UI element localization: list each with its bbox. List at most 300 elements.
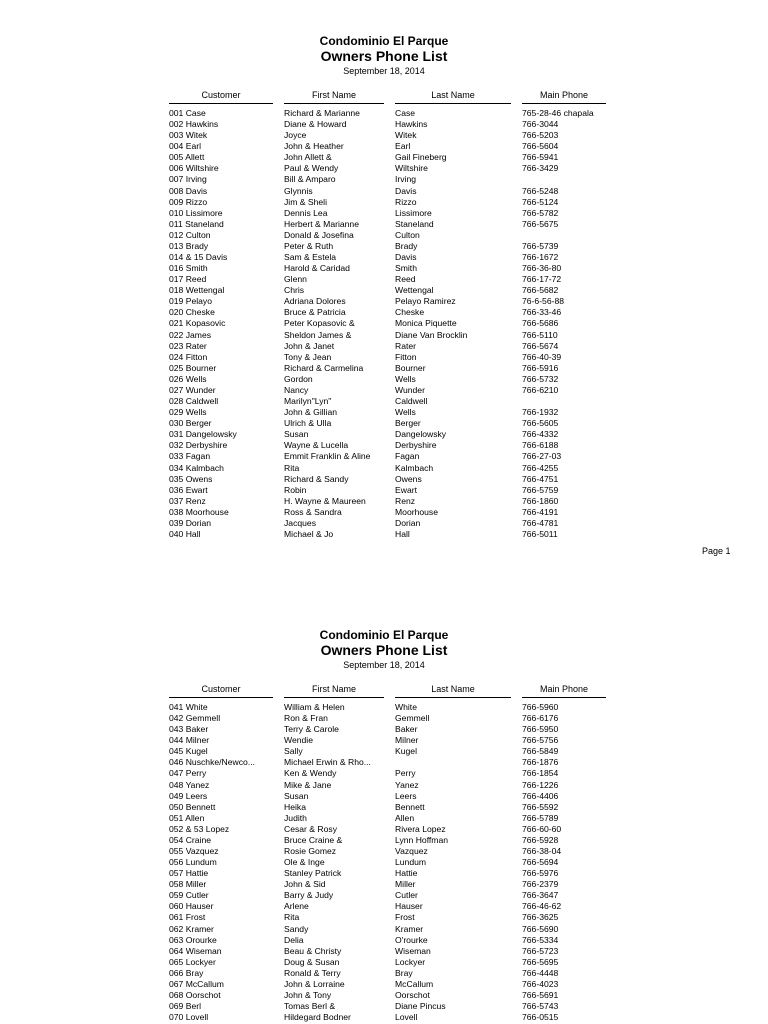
cell-last-name: Smith xyxy=(395,263,417,274)
cell-first-name: Sally xyxy=(284,746,303,757)
cell-last-name: Berger xyxy=(395,418,421,429)
cell-customer: 043 Baker xyxy=(169,724,209,735)
cell-first-name: Jim & Sheli xyxy=(284,196,327,207)
report-title: Owners Phone List xyxy=(320,642,448,658)
header-divider xyxy=(395,103,511,104)
cell-customer: 017 Reed xyxy=(169,274,207,285)
table-row xyxy=(0,1001,768,1012)
cell-first-name: William & Helen xyxy=(284,702,345,712)
cell-main-phone: 766-5976 xyxy=(522,868,559,879)
cell-last-name: Rivera Lopez xyxy=(395,823,446,834)
cell-customer: 024 Fitton xyxy=(169,351,208,362)
cell-main-phone: 766-40-39 xyxy=(522,351,562,362)
cell-main-phone: 766-3044 xyxy=(522,119,559,130)
table-row xyxy=(0,130,768,141)
cell-main-phone: 766-5916 xyxy=(522,362,559,373)
table-row xyxy=(0,141,768,152)
cell-main-phone: 766-5011 xyxy=(522,528,558,539)
cell-first-name: Peter & Ruth xyxy=(284,240,334,251)
cell-last-name: Perry xyxy=(395,768,416,779)
cell-customer: 069 Berl xyxy=(169,1001,202,1012)
table-row xyxy=(0,219,768,230)
cell-last-name: Baker xyxy=(395,724,418,735)
cell-first-name: Diane & Howard xyxy=(284,119,347,130)
cell-last-name: Culton xyxy=(395,229,420,240)
cell-main-phone: 766-5690 xyxy=(522,923,559,934)
cell-first-name: Joyce xyxy=(284,130,307,141)
cell-customer: 036 Ewart xyxy=(169,484,208,495)
cell-main-phone: 766-1854 xyxy=(522,768,559,779)
table-row xyxy=(0,990,768,1001)
cell-first-name: John & Gillian xyxy=(284,407,338,418)
cell-customer: 022 James xyxy=(169,329,212,340)
table-row xyxy=(0,330,768,341)
cell-main-phone: 766-5604 xyxy=(522,141,559,152)
table-row xyxy=(0,208,768,219)
cell-main-phone: 766-5691 xyxy=(522,990,559,1001)
table-row xyxy=(0,296,768,307)
table-row xyxy=(0,363,768,374)
cell-customer: 028 Caldwell xyxy=(169,396,219,407)
cell-first-name: Rita xyxy=(284,462,300,473)
table-row xyxy=(0,407,768,418)
table-row xyxy=(0,518,768,529)
cell-main-phone: 76-6-56-88 xyxy=(522,296,565,307)
cell-last-name: Wells xyxy=(395,407,416,418)
col-header-last-name: Last Name xyxy=(431,90,475,100)
cell-main-phone: 766-2379 xyxy=(522,879,559,890)
cell-customer: 003 Witek xyxy=(169,130,208,141)
cell-first-name: Paul & Wendy xyxy=(284,163,339,174)
cell-main-phone: 766-5334 xyxy=(522,934,559,945)
cell-main-phone: 766-60-60 xyxy=(522,823,562,834)
owners-table-body xyxy=(0,702,768,1023)
cell-first-name: Sam & Estela xyxy=(284,252,337,263)
cell-main-phone: 766-4191 xyxy=(522,506,559,517)
table-row xyxy=(0,451,768,462)
cell-customer: 035 Owens xyxy=(169,473,213,484)
cell-first-name: Peter Kopasovic & xyxy=(284,318,355,329)
table-row xyxy=(0,108,768,119)
cell-first-name: Dennis Lea xyxy=(284,207,328,218)
table-row xyxy=(0,780,768,791)
table-row xyxy=(0,186,768,197)
cell-customer: 005 Allett xyxy=(169,152,205,163)
cell-customer: 041 White xyxy=(169,702,208,712)
cell-first-name: Susan xyxy=(284,790,309,801)
cell-last-name: Vazquez xyxy=(395,846,428,857)
cell-customer: 008 Davis xyxy=(169,185,208,196)
cell-main-phone: 766-5759 xyxy=(522,484,559,495)
cell-first-name: John & Janet xyxy=(284,340,335,351)
cell-first-name: Marilyn"Lyn" xyxy=(284,396,332,407)
cell-customer: 063 Orourke xyxy=(169,934,217,945)
table-row xyxy=(0,724,768,735)
table-row xyxy=(0,979,768,990)
header-divider xyxy=(284,697,384,698)
cell-first-name: Glynnis xyxy=(284,185,313,196)
cell-last-name: Dangelowsky xyxy=(395,429,447,440)
cell-customer: 006 Wiltshire xyxy=(169,163,219,174)
cell-last-name: Kramer xyxy=(395,923,424,934)
table-row xyxy=(0,396,768,407)
cell-customer: 048 Yanez xyxy=(169,779,210,790)
cell-customer: 052 & 53 Lopez xyxy=(169,823,230,834)
cell-customer: 016 Smith xyxy=(169,263,208,274)
cell-main-phone: 766-5682 xyxy=(522,285,559,296)
cell-customer: 070 Lovell xyxy=(169,1012,209,1023)
cell-customer: 064 Wiseman xyxy=(169,945,222,956)
cell-first-name: Wayne & Lucella xyxy=(284,440,349,451)
cell-first-name: Adriana Dolores xyxy=(284,296,346,307)
table-row xyxy=(0,429,768,440)
cell-last-name: Reed xyxy=(395,274,416,285)
cell-last-name: Case xyxy=(395,108,416,118)
cell-customer: 068 Oorschot xyxy=(169,990,221,1001)
cell-last-name: Wiltshire xyxy=(395,163,428,174)
cell-customer: 031 Dangelowsky xyxy=(169,429,237,440)
cell-last-name: Lissimore xyxy=(395,207,432,218)
cell-customer: 061 Frost xyxy=(169,912,206,923)
table-row xyxy=(0,957,768,968)
table-row xyxy=(0,901,768,912)
cell-customer: 007 Irving xyxy=(169,174,207,185)
cell-customer: 058 Miller xyxy=(169,879,207,890)
cell-last-name: Lovell xyxy=(395,1012,418,1023)
cell-last-name: Monica Piquette xyxy=(395,318,457,329)
cell-first-name: H. Wayne & Maureen xyxy=(284,495,366,506)
table-row xyxy=(0,824,768,835)
cell-first-name: Gordon xyxy=(284,373,313,384)
cell-main-phone: 766-5592 xyxy=(522,801,559,812)
cell-main-phone: 766-5941 xyxy=(522,152,559,163)
cell-main-phone: 766-33-46 xyxy=(522,307,562,318)
cell-main-phone: 766-1860 xyxy=(522,495,559,506)
cell-main-phone: 766-17-72 xyxy=(522,274,562,285)
cell-customer: 040 Hall xyxy=(169,528,201,539)
cell-last-name: Cutler xyxy=(395,890,418,901)
cell-first-name: Beau & Christy xyxy=(284,945,342,956)
cell-main-phone: 766-5694 xyxy=(522,857,559,868)
page-number: Page 1 xyxy=(702,546,731,556)
cell-customer: 039 Dorian xyxy=(169,517,212,528)
cell-customer: 049 Leers xyxy=(169,790,208,801)
cell-main-phone: 766-5248 xyxy=(522,185,559,196)
cell-last-name: Rizzo xyxy=(395,196,417,207)
cell-first-name: Terry & Carole xyxy=(284,724,339,735)
cell-last-name: Wells xyxy=(395,373,416,384)
table-row xyxy=(0,835,768,846)
cell-customer: 066 Bray xyxy=(169,967,204,978)
cell-customer: 054 Craine xyxy=(169,834,212,845)
header-divider xyxy=(284,103,384,104)
cell-last-name: Moorhouse xyxy=(395,506,438,517)
cell-customer: 057 Hattie xyxy=(169,868,209,879)
cell-customer: 019 Pelayo xyxy=(169,296,213,307)
cell-first-name: Bill & Amparo xyxy=(284,174,336,185)
table-row xyxy=(0,163,768,174)
table-row xyxy=(0,341,768,352)
cell-customer: 001 Case xyxy=(169,108,206,118)
cell-main-phone: 766-5739 xyxy=(522,240,559,251)
table-row xyxy=(0,285,768,296)
cell-main-phone: 766-5695 xyxy=(522,956,559,967)
table-row xyxy=(0,152,768,163)
cell-first-name: Emmit Franklin & Aline xyxy=(284,451,371,462)
cell-last-name: Earl xyxy=(395,141,411,152)
table-row xyxy=(0,879,768,890)
cell-last-name: Rater xyxy=(395,340,417,351)
cell-main-phone: 766-1672 xyxy=(522,252,559,263)
cell-customer: 004 Earl xyxy=(169,141,202,152)
cell-first-name: Herbert & Marianne xyxy=(284,218,359,229)
cell-main-phone: 766-4332 xyxy=(522,429,559,440)
table-row xyxy=(0,440,768,451)
table-row xyxy=(0,263,768,274)
cell-first-name: Robin xyxy=(284,484,307,495)
cell-first-name: Susan xyxy=(284,429,309,440)
cell-first-name: Glenn xyxy=(284,274,307,285)
cell-main-phone: 766-5686 xyxy=(522,318,559,329)
cell-main-phone: 766-5723 xyxy=(522,945,559,956)
cell-last-name: Kalmbach xyxy=(395,462,434,473)
cell-first-name: Sheldon James & xyxy=(284,329,352,340)
cell-first-name: Wendie xyxy=(284,735,313,746)
cell-first-name: Chris xyxy=(284,285,305,296)
cell-last-name: Milner xyxy=(395,735,419,746)
cell-last-name: Irving xyxy=(395,174,417,185)
cell-main-phone: 766-0515 xyxy=(522,1012,559,1023)
cell-first-name: Michael & Jo xyxy=(284,528,334,539)
table-row xyxy=(0,935,768,946)
cell-first-name: Ross & Sandra xyxy=(284,506,342,517)
cell-main-phone: 766-5928 xyxy=(522,834,559,845)
report-date: September 18, 2014 xyxy=(343,660,425,670)
cell-main-phone: 766-5203 xyxy=(522,130,559,141)
table-row xyxy=(0,924,768,935)
cell-main-phone: 766-1226 xyxy=(522,779,559,790)
header-divider xyxy=(395,697,511,698)
cell-last-name: Hall xyxy=(395,528,410,539)
cell-customer: 002 Hawkins xyxy=(169,119,219,130)
cell-first-name: Hildegard Bodner xyxy=(284,1012,351,1023)
table-row xyxy=(0,197,768,208)
table-row xyxy=(0,890,768,901)
cell-first-name: Ulrich & Ulla xyxy=(284,418,332,429)
cell-customer: 042 Gemmell xyxy=(169,713,221,724)
cell-last-name: Kugel xyxy=(395,746,417,757)
cell-main-phone: 766-5960 xyxy=(522,702,559,712)
cell-last-name: Ewart xyxy=(395,484,417,495)
report-org-title: Condominio El Parque xyxy=(319,628,449,642)
cell-last-name: Frost xyxy=(395,912,415,923)
cell-last-name: Fagan xyxy=(395,451,420,462)
table-row xyxy=(0,174,768,185)
cell-last-name: Lundum xyxy=(395,857,427,868)
cell-last-name: Bourner xyxy=(395,362,426,373)
cell-customer: 030 Berger xyxy=(169,418,212,429)
cell-main-phone: 766-36-80 xyxy=(522,263,562,274)
cell-customer: 067 McCallum xyxy=(169,978,224,989)
table-row xyxy=(0,912,768,923)
table-row xyxy=(0,474,768,485)
cell-customer: 020 Cheske xyxy=(169,307,215,318)
col-header-first-name: First Name xyxy=(311,90,356,100)
table-row xyxy=(0,274,768,285)
cell-last-name: Leers xyxy=(395,790,417,801)
cell-first-name: Jacques xyxy=(284,517,317,528)
cell-customer: 013 Brady xyxy=(169,240,209,251)
cell-first-name: John & Sid xyxy=(284,879,326,890)
cell-main-phone: 766-6176 xyxy=(522,713,559,724)
cell-last-name: Diane Pincus xyxy=(395,1001,446,1012)
table-row xyxy=(0,802,768,813)
cell-customer: 037 Renz xyxy=(169,495,206,506)
cell-main-phone: 766-6188 xyxy=(522,440,559,451)
cell-main-phone: 766-3647 xyxy=(522,890,559,901)
cell-customer: 046 Nuschke/Newco... xyxy=(169,757,255,768)
cell-first-name: Arlene xyxy=(284,901,309,912)
cell-last-name: Owens xyxy=(395,473,422,484)
cell-last-name: White xyxy=(395,702,417,712)
cell-customer: 045 Kugel xyxy=(169,746,208,757)
cell-first-name: John & Lorraine xyxy=(284,978,345,989)
cell-customer: 010 Lissimore xyxy=(169,207,223,218)
cell-last-name: Staneland xyxy=(395,218,434,229)
cell-main-phone: 766-27-03 xyxy=(522,451,562,462)
table-row xyxy=(0,968,768,979)
cell-main-phone: 766-5789 xyxy=(522,812,559,823)
table-row xyxy=(0,374,768,385)
cell-customer: 029 Wells xyxy=(169,407,207,418)
cell-last-name: Pelayo Ramirez xyxy=(395,296,456,307)
table-row xyxy=(0,746,768,757)
table-row xyxy=(0,230,768,241)
report-title: Owners Phone List xyxy=(320,48,448,64)
cell-last-name: Brady xyxy=(395,240,418,251)
cell-customer: 018 Wettengal xyxy=(169,285,225,296)
cell-last-name: Allen xyxy=(395,812,415,823)
cell-first-name: Mike & Jane xyxy=(284,779,332,790)
cell-last-name: Witek xyxy=(395,130,417,141)
header-divider xyxy=(169,697,273,698)
cell-first-name: Tomas Berl & xyxy=(284,1001,336,1012)
cell-first-name: Bruce & Patricia xyxy=(284,307,346,318)
cell-last-name: Diane Van Brocklin xyxy=(395,329,468,340)
cell-customer: 014 & 15 Davis xyxy=(169,252,228,263)
col-header-main-phone: Main Phone xyxy=(539,90,589,100)
cell-last-name: Wettengal xyxy=(395,285,434,296)
cell-main-phone: 766-3429 xyxy=(522,163,559,174)
cell-main-phone: 766-1876 xyxy=(522,757,559,768)
cell-customer: 062 Kramer xyxy=(169,923,214,934)
header-divider xyxy=(522,697,606,698)
cell-main-phone: 766-5743 xyxy=(522,1001,559,1012)
cell-last-name: Miller xyxy=(395,879,416,890)
cell-first-name: Cesar & Rosy xyxy=(284,823,338,834)
col-header-customer: Customer xyxy=(201,90,241,100)
cell-main-phone: 766-4406 xyxy=(522,790,559,801)
header-divider xyxy=(522,103,606,104)
table-row xyxy=(0,757,768,768)
table-row xyxy=(0,868,768,879)
cell-customer: 034 Kalmbach xyxy=(169,462,224,473)
cell-last-name: Wunder xyxy=(395,384,425,395)
cell-main-phone: 766-5674 xyxy=(522,340,559,351)
cell-customer: 051 Allen xyxy=(169,812,205,823)
cell-main-phone: 766-5732 xyxy=(522,373,559,384)
cell-last-name: Lockyer xyxy=(395,956,426,967)
cell-customer: 055 Vazquez xyxy=(169,846,219,857)
cell-last-name: Oorschot xyxy=(395,990,430,1001)
cell-first-name: Donald & Josefina xyxy=(284,229,354,240)
cell-main-phone: 766-4751 xyxy=(522,473,559,484)
table-row xyxy=(0,507,768,518)
cell-customer: 011 Staneland xyxy=(169,218,224,229)
table-row xyxy=(0,1012,768,1023)
cell-last-name: Caldwell xyxy=(395,396,428,407)
table-row xyxy=(0,485,768,496)
cell-first-name: Richard & Carmelina xyxy=(284,362,364,373)
cell-customer: 050 Bennett xyxy=(169,801,216,812)
table-row xyxy=(0,352,768,363)
cell-customer: 056 Lundum xyxy=(169,857,217,868)
cell-customer: 025 Bourner xyxy=(169,362,217,373)
cell-customer: 012 Culton xyxy=(169,229,211,240)
cell-main-phone: 766-5950 xyxy=(522,724,559,735)
cell-main-phone: 766-5675 xyxy=(522,218,559,229)
cell-main-phone: 766-4023 xyxy=(522,978,559,989)
cell-customer: 023 Rater xyxy=(169,340,207,351)
cell-main-phone: 766-6210 xyxy=(522,384,559,395)
cell-last-name: Bennett xyxy=(395,801,425,812)
cell-first-name: John Allett & xyxy=(284,152,332,163)
cell-customer: 027 Wunder xyxy=(169,384,216,395)
cell-first-name: John & Heather xyxy=(284,141,344,152)
table-row xyxy=(0,791,768,802)
cell-customer: 026 Wells xyxy=(169,373,207,384)
cell-first-name: Stanley Patrick xyxy=(284,868,342,879)
cell-main-phone: 766-1932 xyxy=(522,407,559,418)
table-row xyxy=(0,946,768,957)
cell-first-name: Doug & Susan xyxy=(284,956,340,967)
cell-last-name: Bray xyxy=(395,967,413,978)
cell-last-name: Dorian xyxy=(395,517,421,528)
cell-last-name: Davis xyxy=(395,252,417,263)
col-header-customer: Customer xyxy=(201,684,241,694)
header-divider xyxy=(169,103,273,104)
cell-main-phone: 766-38-04 xyxy=(522,846,562,857)
cell-main-phone: 766-4255 xyxy=(522,462,559,473)
report-org-title: Condominio El Parque xyxy=(319,34,449,48)
owners-table-body xyxy=(0,108,768,540)
cell-last-name: Derbyshire xyxy=(395,440,437,451)
cell-first-name: Michael Erwin & Rho... xyxy=(284,757,371,768)
cell-last-name: Yanez xyxy=(395,779,419,790)
cell-last-name: Wiseman xyxy=(395,945,431,956)
cell-main-phone: 766-5782 xyxy=(522,207,559,218)
cell-last-name: Cheske xyxy=(395,307,425,318)
cell-first-name: Bruce Craine & xyxy=(284,834,343,845)
cell-customer: 065 Lockyer xyxy=(169,956,216,967)
table-row xyxy=(0,496,768,507)
cell-customer: 059 Cutler xyxy=(169,890,209,901)
col-header-last-name: Last Name xyxy=(431,684,475,694)
report-date: September 18, 2014 xyxy=(343,66,425,76)
cell-customer: 009 Rizzo xyxy=(169,196,208,207)
cell-first-name: Ron & Fran xyxy=(284,713,328,724)
cell-first-name: Harold & Caridad xyxy=(284,263,350,274)
